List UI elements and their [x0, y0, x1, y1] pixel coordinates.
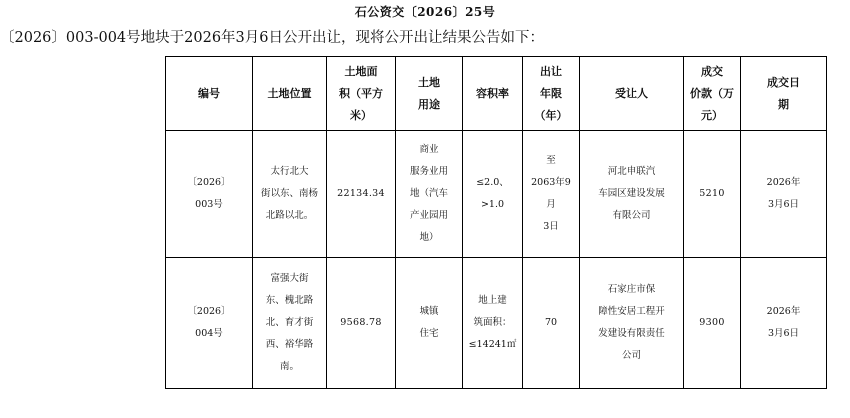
cell-buyer: 河北申联汽 车园区建设发展 有限公司 — [580, 131, 684, 258]
cell-price: 5210 — [684, 131, 741, 258]
cell-price: 9300 — [684, 258, 741, 389]
header-use: 土地 用途 — [396, 57, 463, 131]
table-row — [166, 258, 827, 389]
header-buyer: 受让人 — [580, 57, 684, 131]
cell-far: 地上建 筑面积： ≤14241㎡ — [463, 258, 523, 389]
header-location: 土地位置 — [253, 57, 327, 131]
table-row — [166, 131, 827, 258]
cell-date: 2026年 3月6日 — [741, 131, 827, 258]
table-header-row — [166, 57, 827, 131]
header-term: 出让 年限 （年） — [523, 57, 580, 131]
cell-location: 富强大街 东、槐北路 北、育才街 西、裕华路 南。 — [253, 258, 327, 389]
intro-paragraph: 〔2026〕003-004号地块于2026年3月6日公开出让，现将公开出让结果公告如下： — [0, 30, 545, 46]
cell-id: 〔2026〕 004号 — [166, 258, 253, 389]
header-date: 成交日 期 — [741, 57, 827, 131]
document-heading: 石公资交〔2026〕25号 — [354, 5, 496, 19]
header-far: 容积率 — [463, 57, 523, 131]
cell-area: 22134.34 — [327, 131, 396, 258]
land-transfer-results-table — [165, 56, 827, 389]
header-price: 成交 价款（万 元） — [684, 57, 741, 131]
cell-location: 太行北大 街以东、南杨 北路以北。 — [253, 131, 327, 258]
cell-area: 9568.78 — [327, 258, 396, 389]
cell-id: 〔2026〕 003号 — [166, 131, 253, 258]
cell-far: ≤2.0、 >1.0 — [463, 131, 523, 258]
cell-use: 城镇 住宅 — [396, 258, 463, 389]
cell-date: 2026年 3月6日 — [741, 258, 827, 389]
cell-buyer: 石家庄市保 障性安居工程开 发建设有限责任 公司 — [580, 258, 684, 389]
cell-use: 商业 服务业用 地（汽车 产业园用 地） — [396, 131, 463, 258]
header-area: 土地面 积（平方 米） — [327, 57, 396, 131]
cell-term: 70 — [523, 258, 580, 389]
header-id: 编号 — [166, 57, 253, 131]
cell-term: 至 2063年9月 3日 — [523, 131, 580, 258]
